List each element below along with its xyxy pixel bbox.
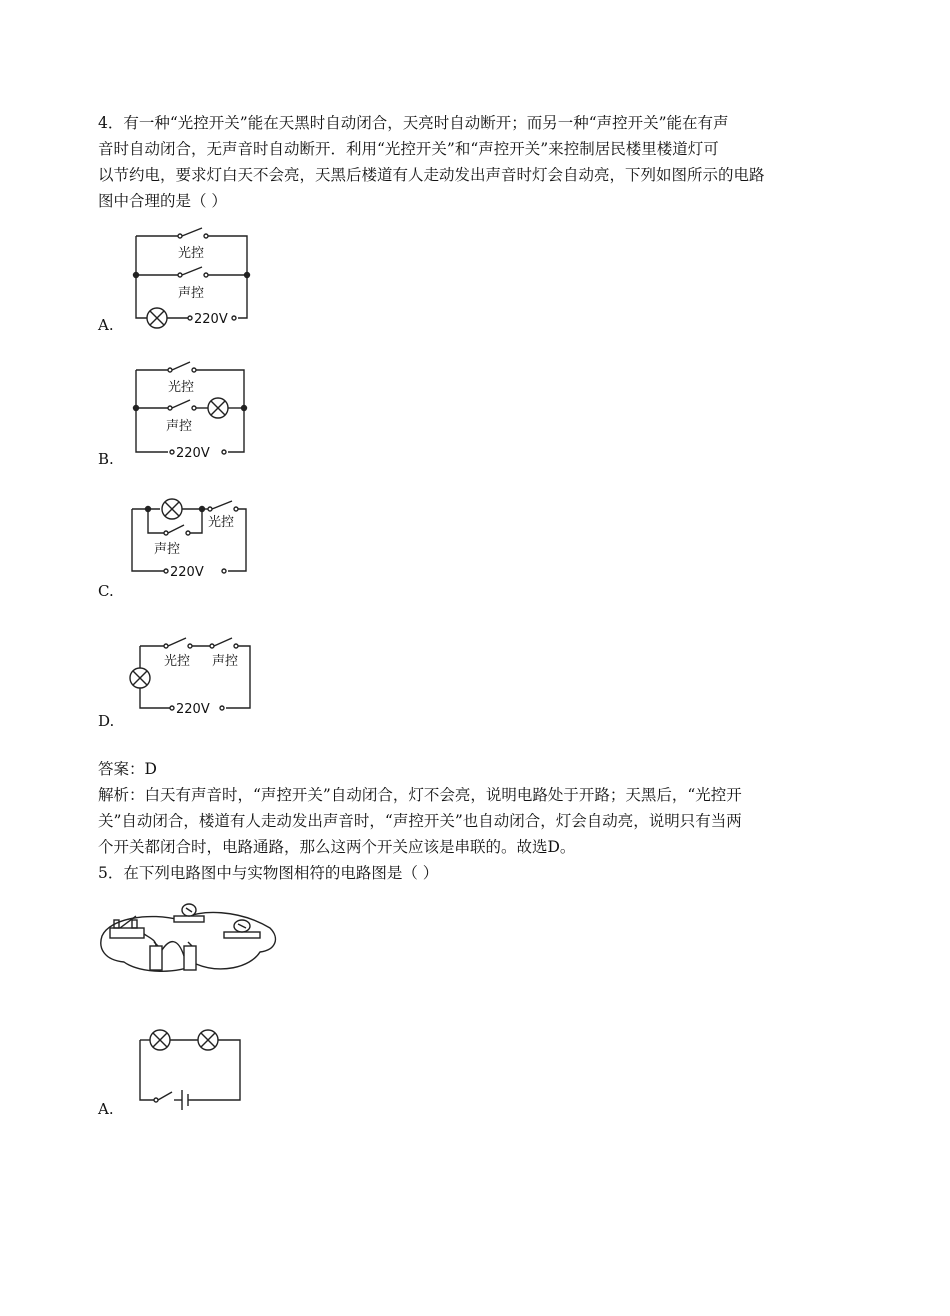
option-b-label: B.	[98, 450, 114, 468]
light-switch-label-d: 光控	[164, 654, 191, 669]
analysis-line-1: 解析：白天有声音时，“声控开关”自动闭合，灯不会亮，说明电路处于开路；天黑后，“光控开	[98, 786, 742, 804]
question-4-line-3: 以节约电，要求灯白天不会亮，天黑后楼道有人走动发出声音时灯会自动亮，下列如图所示的电路	[98, 166, 765, 184]
voltage-label-b: 220V	[176, 446, 210, 461]
option-a-label: A.	[98, 316, 114, 334]
question-4	[98, 110, 858, 214]
question-4-line-1: 4．有一种“光控开关”能在天黑时自动闭合，天亮时自动断开；而另一种“声控开关”能在有声	[98, 114, 729, 132]
option-c-label: C.	[98, 582, 114, 600]
answer-block	[98, 756, 858, 886]
light-switch-label-a: 光控	[178, 246, 205, 261]
analysis-line-2: 关”自动闭合，楼道有人走动发出声音时，“声控开关”也自动闭合，灯会自动亮，说明只有当两	[98, 812, 742, 830]
circuit-diagram-b	[128, 362, 258, 462]
option-d-label: D.	[98, 712, 115, 730]
circuit-diagram-q5-a	[130, 1028, 250, 1108]
voltage-label-a: 220V	[194, 312, 228, 327]
answer-text: 答案：D	[98, 760, 157, 778]
voltage-label-d: 220V	[176, 702, 210, 717]
q5-option-a-label: A.	[98, 1100, 114, 1118]
sound-switch-label-d: 声控	[212, 654, 239, 669]
question-4-line-4: 图中合理的是（ ）	[98, 192, 227, 210]
analysis-line-3: 个开关都闭合时，电路通路，那么这两个开关应该是串联的。故选D。	[98, 838, 576, 856]
circuit-diagram-a	[128, 230, 258, 335]
circuit-diagram-d	[126, 630, 256, 720]
sound-switch-label-c: 声控	[154, 542, 181, 557]
question-4-line-2: 音时自动闭合，无声音时自动断开．利用“光控开关”和“声控开关”来控制居民楼里楼道灯可	[98, 140, 719, 158]
circuit-diagram-c	[128, 493, 258, 583]
sound-switch-label-b: 声控	[166, 419, 193, 434]
light-switch-label-b: 光控	[168, 380, 195, 395]
sound-switch-label-a: 声控	[178, 286, 205, 301]
question-5-text: 5．在下列电路图中与实物图相符的电路图是（ ）	[98, 864, 439, 882]
light-switch-label-c: 光控	[208, 515, 235, 530]
voltage-label-c: 220V	[170, 565, 204, 580]
physical-circuit-illustration	[100, 898, 280, 978]
